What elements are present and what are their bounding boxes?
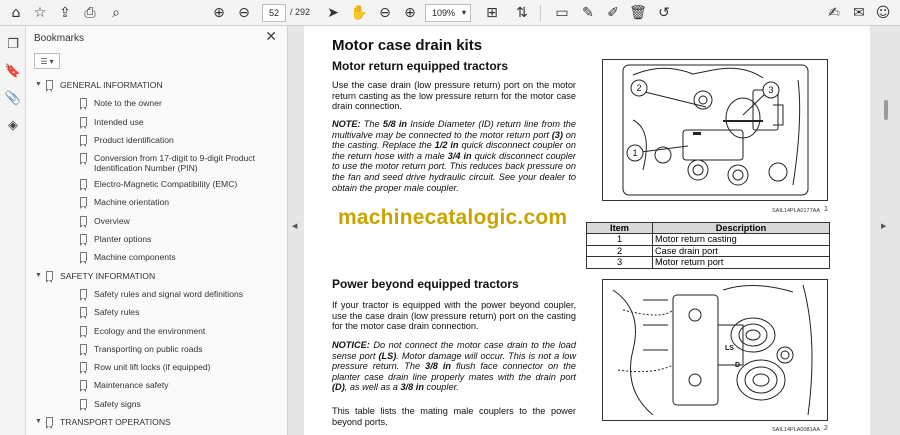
figure-1-caption: SAIL14PLA0177AA <box>772 208 821 214</box>
page-number-input[interactable]: 52 <box>262 4 286 22</box>
collapse-right-icon[interactable]: ▶ <box>881 223 887 230</box>
note-text: Do not connect the motor case drain to the load sense port <box>332 340 576 361</box>
bookmark-icon <box>80 362 87 371</box>
bookmark-icon <box>80 307 87 316</box>
bookmark-label: Row unit lift locks (if equipped) <box>94 362 211 373</box>
bookmark-item[interactable] <box>26 305 282 323</box>
chevron-down-icon: ▾ <box>49 56 54 66</box>
bookmark-icon <box>80 153 87 162</box>
emphasis-text: (3) <box>551 129 563 140</box>
bookmark-icon <box>80 326 87 335</box>
ls-port-label: LS <box>725 345 734 352</box>
note-text: Inside Diameter (ID) return line from the multivalve may be connected to the motor return port <box>332 119 576 140</box>
bookmark-item[interactable] <box>26 397 282 415</box>
chevron-down-icon[interactable]: ▼ <box>35 271 42 279</box>
note1-text <box>332 119 576 193</box>
table-row <box>587 245 830 257</box>
zoom-value: 109% <box>432 8 456 18</box>
bookmark-icon <box>80 135 87 144</box>
section-heading-motor-return: Motor return equipped tractors <box>332 59 509 73</box>
bookmark-label: Safety signs <box>94 398 141 409</box>
delete-icon[interactable]: 🗑 <box>629 5 647 21</box>
bookmark-icon <box>80 344 87 353</box>
prev-page-icon[interactable]: ⊕ <box>213 5 225 21</box>
bookmark-list <box>26 78 282 433</box>
emphasis-text: 3/8 in <box>400 382 424 393</box>
bookmark-item[interactable] <box>26 177 282 195</box>
main-toolbar <box>0 0 900 26</box>
note-text: on the casting. Replace the <box>332 129 577 151</box>
zoom-select[interactable] <box>425 4 471 22</box>
figure-2-number: 2 <box>824 425 828 432</box>
note-text: quick disconnect coupler on the return hose with a male <box>332 140 576 161</box>
table-header: Description <box>653 223 830 234</box>
bookmark-item[interactable] <box>26 250 282 268</box>
close-icon[interactable]: ✕ <box>265 29 277 45</box>
bookmark-item[interactable] <box>26 115 282 133</box>
select-cursor-icon[interactable]: ➤ <box>327 5 339 21</box>
bookmark-label: Intended use <box>94 116 144 127</box>
bookmark-item[interactable] <box>26 214 282 232</box>
bookmarks-panel-icon[interactable]: 🔖 <box>4 63 22 79</box>
callout-1-label: 1 <box>632 148 638 158</box>
layers-icon[interactable]: ◈ <box>8 117 18 133</box>
bookmark-item[interactable] <box>26 232 282 250</box>
callout-3-label: 3 <box>768 85 774 95</box>
hand-icon[interactable]: ✋ <box>350 5 368 21</box>
chevron-down-icon[interactable]: ▼ <box>35 418 42 426</box>
table-cell: 1 <box>587 234 653 246</box>
bookmark-label: Safety rules and signal word definitions <box>94 288 244 299</box>
document-page <box>304 26 870 435</box>
note-text: The <box>360 119 383 129</box>
document-scrollbar[interactable] <box>884 100 888 120</box>
toolbar-divider <box>540 5 541 21</box>
pen-icon[interactable]: ✎ <box>582 5 594 21</box>
figure-2 <box>602 279 828 421</box>
bookmark-item[interactable] <box>26 324 282 342</box>
bookmark-label: GENERAL INFORMATION <box>60 80 163 90</box>
table-row <box>587 234 830 246</box>
bookmark-icon <box>80 380 87 389</box>
section2-paragraph: If your tractor is equipped with the power beyond coupler, use the case drain (low pressure return) port on the casting for the motor case drain connection. <box>332 300 576 332</box>
emphasis-text: 3/8 in <box>425 361 451 372</box>
bookmark-icon <box>80 117 87 126</box>
bookmark-item[interactable] <box>26 342 282 360</box>
bookmark-icon <box>80 234 87 243</box>
upload-icon[interactable]: ⇪ <box>59 5 71 21</box>
page-thumbnails-icon[interactable]: ❐ <box>7 36 19 52</box>
highlight-icon[interactable]: ✐ <box>607 5 619 21</box>
bookmark-label: TRANSPORT OPERATIONS <box>60 417 171 428</box>
note2-paragraph <box>332 340 576 393</box>
print-icon[interactable]: ⎙ <box>84 5 96 21</box>
emphasis-text: (D) <box>332 382 345 393</box>
emphasis-text: 5/8 in <box>382 119 407 129</box>
note2-label: NOTICE: <box>332 340 370 350</box>
chevron-down-icon[interactable]: ▼ <box>35 81 42 88</box>
bookmark-icon <box>46 417 53 426</box>
table-header-row <box>587 223 830 234</box>
chevron-down-icon: ▾ <box>461 8 466 17</box>
table-cell: 2 <box>587 245 653 257</box>
figure-1 <box>602 59 828 201</box>
next-page-icon[interactable]: ⊖ <box>238 5 250 21</box>
undo-icon[interactable]: ↺ <box>658 5 670 21</box>
note1-paragraph <box>332 119 576 193</box>
note-text: coupler. <box>423 382 459 393</box>
bookmark-item[interactable] <box>26 96 282 114</box>
bookmark-label: Machine orientation <box>94 197 170 208</box>
table-cell: Case drain port <box>653 245 830 257</box>
bookmark-label: Note to the owner <box>94 98 162 109</box>
list-icon: ☰ <box>40 56 48 66</box>
table-row <box>587 257 830 269</box>
bookmark-item[interactable] <box>26 378 282 396</box>
bookmark-icon <box>80 399 87 408</box>
comment-icon[interactable]: ▭ <box>555 5 569 21</box>
bookmark-item[interactable] <box>26 133 282 151</box>
bookmark-item[interactable] <box>26 287 282 305</box>
bookmark-section[interactable] <box>26 415 282 433</box>
fit-page-icon[interactable]: ⊞ <box>486 5 498 21</box>
bookmark-label: Machine components <box>94 252 176 263</box>
bookmark-item[interactable] <box>26 360 282 378</box>
section1-paragraph: Use the case drain (low pressure return) port on the motor return casting as the low pressure return for the motor case drain connection. <box>332 80 576 112</box>
table-cell: Motor return casting <box>653 234 830 246</box>
scroll-mode-icon[interactable]: ⇅ <box>516 5 528 21</box>
bookmark-section[interactable] <box>26 269 282 287</box>
bookmark-label: Safety rules <box>94 307 140 318</box>
figure-1-drawing <box>603 60 828 201</box>
bookmark-icon <box>80 216 87 225</box>
d-port-label: D <box>735 362 741 369</box>
note-text: quick disconnect coupler to use the motor return port. This reduces back pressure on the fan and seed drive hydraulic circuit. See your dealer to obtain the proper male coupler. <box>332 150 576 193</box>
note1-label: NOTE: <box>332 119 361 129</box>
page-total-label: / 292 <box>290 7 311 17</box>
table-header: Item <box>587 223 653 234</box>
zoom-in-icon[interactable]: ⊕ <box>404 5 416 21</box>
emphasis-text: 3/4 in <box>447 150 472 161</box>
bookmark-label: SAFETY INFORMATION <box>60 270 156 281</box>
zoom-search-icon[interactable]: ⌕ <box>112 5 120 21</box>
bookmark-icon <box>80 252 87 261</box>
bookmark-icon <box>80 289 87 298</box>
bookmark-icon <box>46 80 53 89</box>
collapse-left-icon[interactable]: ◀ <box>292 223 298 230</box>
items-table <box>586 222 830 269</box>
bookmark-section[interactable] <box>26 78 282 96</box>
bookmark-label: Planter options <box>94 234 152 245</box>
bookmark-item[interactable] <box>26 151 282 177</box>
bookmark-label: Transporting on public roads <box>94 343 203 354</box>
section2-paragraph-2: This table lists the mating male couplers to the power beyond ports. <box>332 406 576 427</box>
left-rail <box>0 26 26 435</box>
bookmark-star-icon[interactable]: ☆ <box>33 5 47 21</box>
bookmark-label: Ecology and the environment <box>94 325 206 336</box>
bookmarks-title: Bookmarks <box>34 33 85 44</box>
bookmark-label: Overview <box>94 215 130 226</box>
bookmark-item[interactable] <box>26 195 282 213</box>
bookmark-label: Product identification <box>94 134 174 145</box>
bookmark-options-button[interactable] <box>34 53 60 69</box>
bookmarks-panel <box>26 26 288 435</box>
bookmark-icon <box>80 98 87 107</box>
account-icon[interactable]: ☺ <box>875 5 891 21</box>
figure-1-number: 1 <box>824 206 828 213</box>
bookmark-icon <box>46 271 53 280</box>
home-icon[interactable]: ⌂ <box>11 5 21 21</box>
email-icon[interactable]: ✉ <box>853 5 865 21</box>
bookmark-label: Conversion from 17-digit to 9-digit Product Identification Number (PIN) <box>94 153 255 174</box>
share-link-icon[interactable]: ✍ <box>828 5 840 21</box>
watermark: machinecatalogic.com <box>338 206 568 229</box>
bookmark-icon <box>80 179 87 188</box>
attachments-icon[interactable]: 📎 <box>4 90 22 106</box>
callout-2-label: 2 <box>636 83 642 93</box>
bookmark-icon <box>80 197 87 206</box>
figure-2-drawing <box>603 280 828 421</box>
page-title: Motor case drain kits <box>332 37 483 54</box>
figure-2-caption: SAIL14PLA0081AA <box>772 427 821 433</box>
table-cell: Motor return port <box>653 257 830 269</box>
section-heading-power-beyond: Power beyond equipped tractors <box>332 277 519 291</box>
bookmark-label: Electro-Magnetic Compatibility (EMC) <box>94 179 238 190</box>
note-text: . Motor damage will occur. This is not a low pressure return. The <box>332 350 577 372</box>
bookmark-label: Maintenance safety <box>94 380 169 391</box>
zoom-out-icon[interactable]: ⊖ <box>379 5 391 21</box>
note-text: flush face connector on the planter case drain line properly mates with the drain port <box>332 361 577 382</box>
emphasis-text: 1/2 in <box>434 140 459 151</box>
note-text: , as well as a <box>344 382 401 393</box>
emphasis-text: (LS) <box>378 350 397 361</box>
table-cell: 3 <box>587 257 653 269</box>
